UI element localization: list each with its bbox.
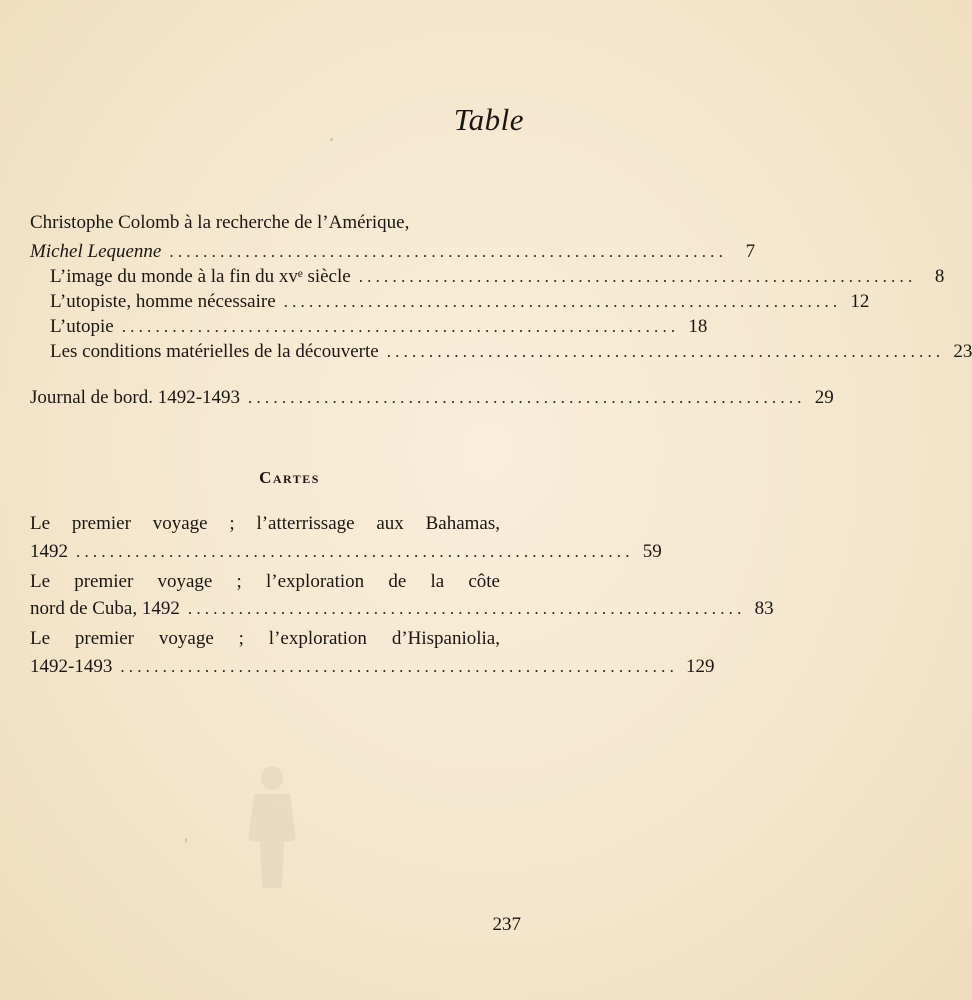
toc-entry-page: 8 (934, 266, 945, 287)
toc-entry-text: L’utopiste, homme nécessaire (50, 291, 276, 312)
toc-entry-page: 29 (814, 387, 834, 408)
toc-entry-page: 12 (850, 291, 870, 312)
section-heading-cartes: Cartes (259, 468, 320, 487)
carte-entry-line1: Le premier voyage ; l’atterrissage aux Bahamas, (30, 513, 500, 534)
toc-entry-text: L’image du monde à la fin du xvᵉ siècle (50, 266, 351, 287)
carte-entry-page: 129 (686, 656, 715, 677)
toc-entry-page: 23 (953, 341, 972, 362)
carte-entry (30, 537, 662, 567)
leader-dots: .................................................................. (120, 657, 679, 676)
toc-entry-page: 7 (745, 241, 756, 262)
carte-entry (30, 594, 774, 624)
toc-entry-text: Journal de bord. 1492-1493 (30, 387, 241, 408)
toc-entry-text: Les conditions matérielles de la découverte (50, 341, 379, 362)
carte-entry-text: 1492 (30, 541, 68, 562)
toc-entry-page: 18 (688, 316, 708, 337)
page-number: 237 (492, 914, 521, 935)
carte-entry-page: 59 (642, 541, 662, 562)
leader-dots: .................................................................. (386, 342, 945, 361)
leader-dots: .................................................................. (248, 388, 806, 407)
carte-entry-line1: Le premier voyage ; l’exploration de la côte (30, 571, 500, 592)
leader-dots: .................................................................. (358, 267, 917, 286)
carte-entry (30, 652, 715, 682)
leader-dots: .................................................................. (121, 317, 680, 336)
leader-dots: .................................................................. (283, 292, 842, 311)
bleed-through-figure (232, 760, 312, 890)
carte-entry-line1: Le premier voyage ; l’exploration d’Hispaniolia, (30, 628, 500, 649)
carte-entry-text: nord de Cuba, 1492 (30, 598, 180, 619)
paper-speck (185, 838, 187, 843)
leader-dots: .................................................................. (76, 542, 634, 561)
leader-dots: .................................................................. (169, 242, 728, 261)
toc-entry-heading: Christophe Colomb à la recherche de l’Amérique, (30, 212, 410, 233)
carte-entry-text: 1492-1493 (30, 656, 113, 677)
toc-entry-text: Michel Lequenne (30, 241, 162, 262)
toc-entry (30, 383, 834, 413)
page-title: Table (453, 102, 524, 137)
leader-dots: .................................................................. (187, 599, 746, 618)
toc-entry (50, 337, 972, 367)
carte-entry-page: 83 (754, 598, 774, 619)
paper-speck (330, 138, 333, 141)
toc-entry-text: L’utopie (50, 316, 114, 337)
